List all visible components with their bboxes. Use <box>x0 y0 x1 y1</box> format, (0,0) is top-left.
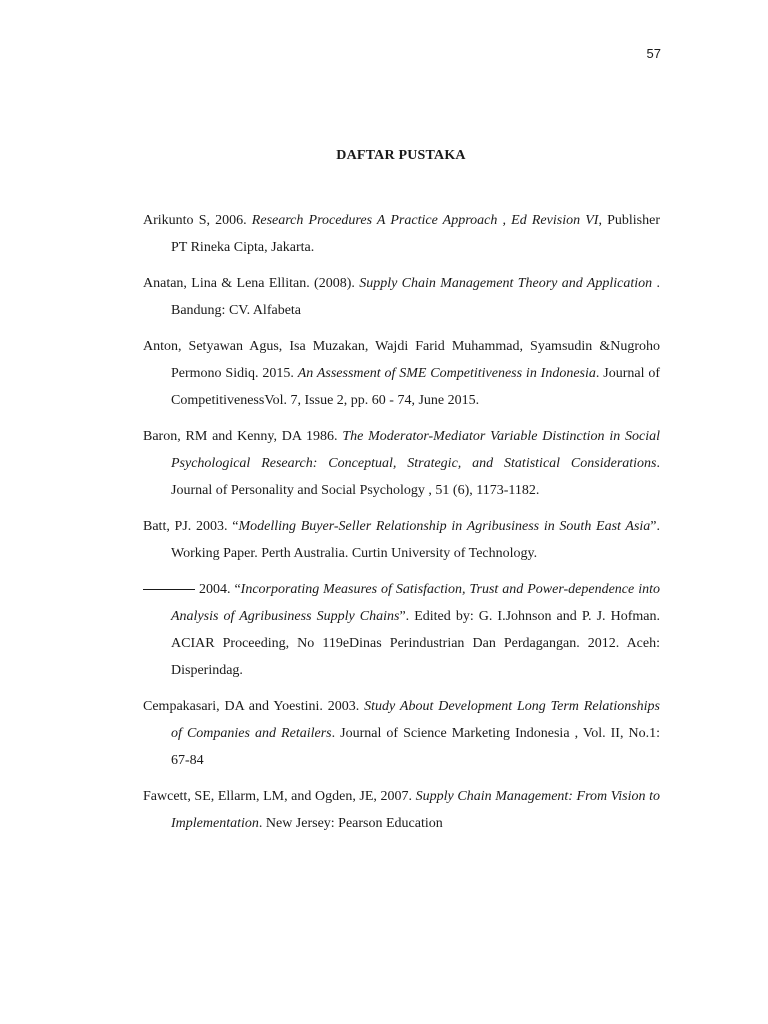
reference-text: Fawcett, SE, Ellarm, LM, and Ogden, JE, 2007. <box>143 789 416 804</box>
page-title: DAFTAR PUSTAKA <box>336 148 466 163</box>
reference-text: . Journal of Personality and Social Psychology , 51 (6), 1173-1182. <box>171 456 660 498</box>
repeated-author-line <box>143 588 195 590</box>
reference-entry <box>143 693 660 774</box>
reference-title: The Moderator-Mediator Variable Distinction in Social Psychological Research: Conceptual, Strategic, and Statistical Considerations <box>171 429 660 471</box>
reference-entry <box>143 333 660 414</box>
reference-text: ”. Edited by: G. I.Johnson and P. J. Hofman. ACIAR Proceeding, No 119eDinas Perindustrian Dan Perdagangan. 2012. Aceh: Disperindag. <box>171 609 660 678</box>
reference-text: . New Jersey: Pearson Education <box>258 816 443 831</box>
reference-text: Anton, Setyawan Agus, Isa Muzakan, Wajdi Farid Muhammad, Syamsudin &Nugroho Permono Sidiq. 2015. <box>143 339 660 381</box>
reference-entry <box>143 423 660 504</box>
reference-entry <box>143 513 660 567</box>
reference-entry <box>143 270 660 324</box>
reference-text: Arikunto S, 2006. <box>143 213 252 228</box>
reference-title: Supply Chain Management: From Vision to Implementation <box>171 789 660 831</box>
reference-text: . Journal of Science Marketing Indonesia , Vol. II, No.1: 67-84 <box>171 726 661 768</box>
reference-title: Study About Development Long Term Relationships of Companies and Retailers <box>171 699 660 741</box>
reference-text: Baron, RM and Kenny, DA 1986. <box>143 429 343 444</box>
reference-text: ”. Working Paper. Perth Australia. Curtin University of Technology. <box>171 519 661 561</box>
reference-entry <box>143 207 660 261</box>
reference-text: . Journal of CompetitivenessVol. 7, Issue 2, pp. 60 - 74, June 2015. <box>171 366 660 408</box>
reference-title: Supply Chain Management Theory and Application <box>359 276 653 291</box>
reference-title: Research Procedures A Practice Approach , Ed Revision VI <box>251 213 599 228</box>
reference-title: Modelling Buyer-Seller Relationship in Agribusiness in South East Asia <box>238 519 651 534</box>
reference-title: An Assessment of SME Competitiveness in Indonesia <box>297 366 596 381</box>
reference-text: Cempakasari, DA and Yoestini. 2003. <box>143 699 365 714</box>
reference-text: 2004. “ <box>195 582 241 597</box>
reference-list <box>143 207 660 846</box>
reference-text: Anatan, Lina & Lena Ellitan. (2008). <box>143 276 360 291</box>
reference-entry <box>143 576 660 684</box>
reference-text: . Bandung: CV. Alfabeta <box>171 276 660 318</box>
page-number: 57 <box>646 46 661 61</box>
reference-entry <box>143 783 660 837</box>
reference-title: Incorporating Measures of Satisfaction, Trust and Power-dependence into Analysis of Agribusiness Supply Chains <box>171 582 660 624</box>
reference-text: , Publisher PT Rineka Cipta, Jakarta. <box>171 213 661 255</box>
reference-text: Batt, PJ. 2003. “ <box>143 519 239 534</box>
